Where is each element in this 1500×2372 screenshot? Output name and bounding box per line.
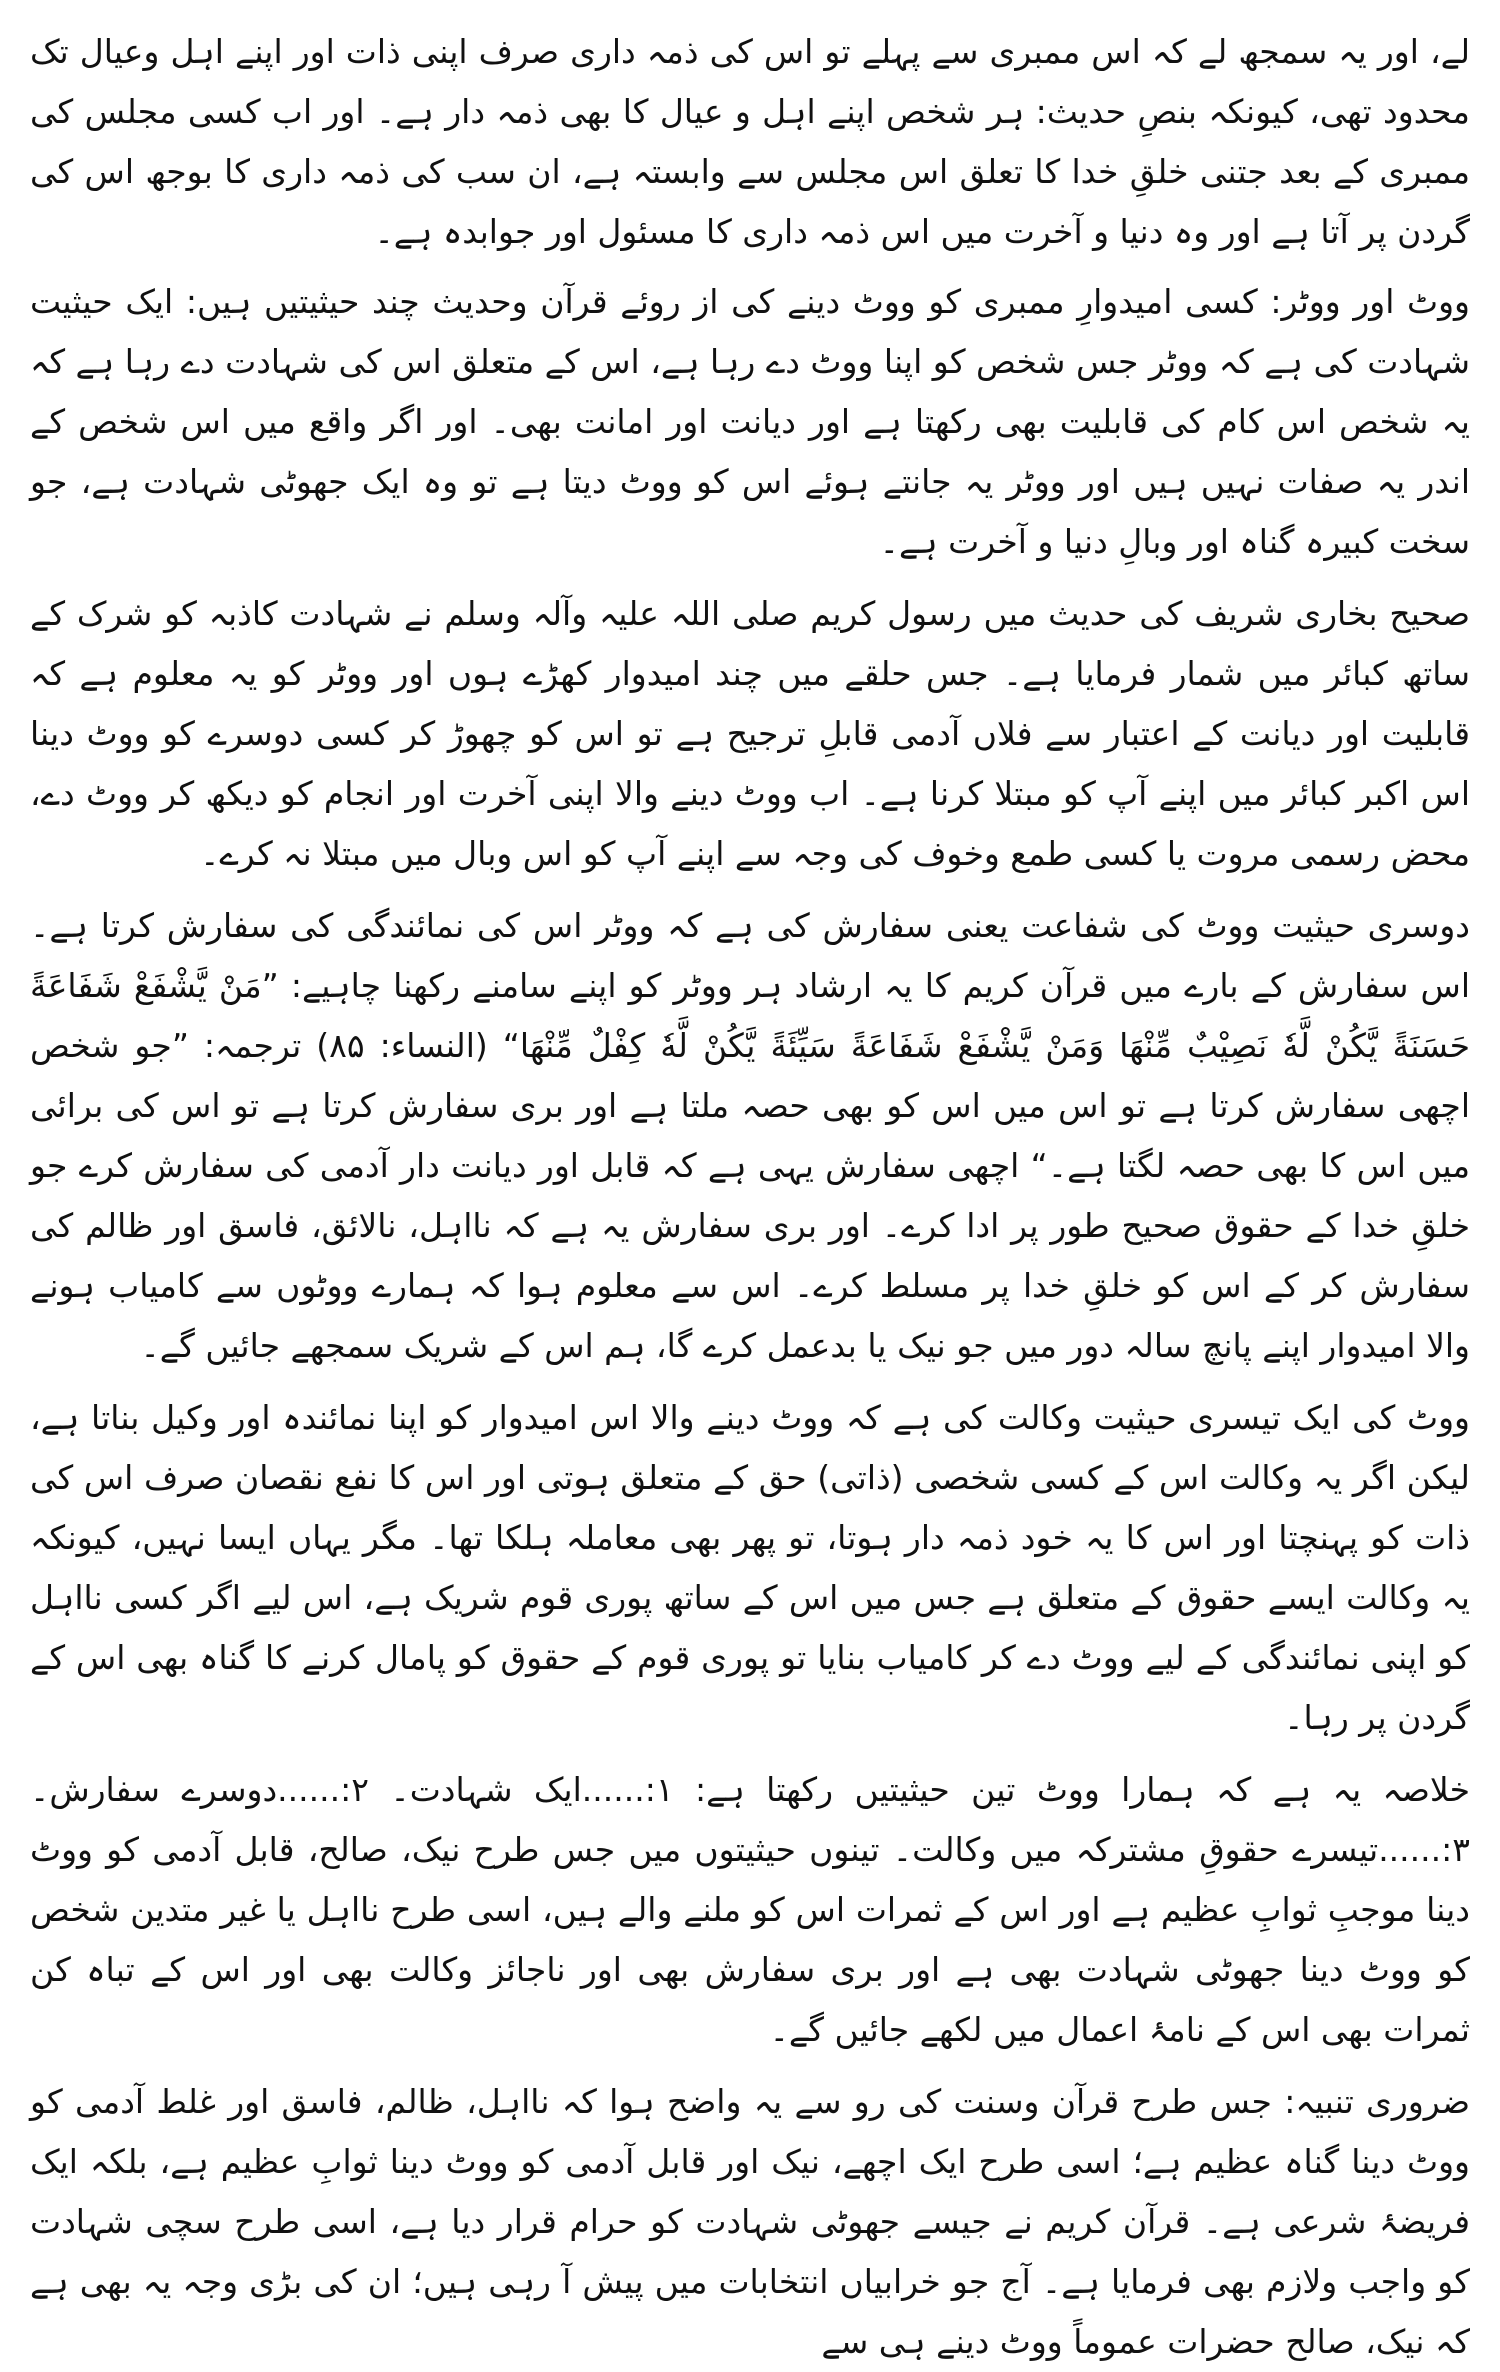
paragraph-3: صحیح بخاری شریف کی حدیث میں رسول کریم صلی اللہ علیہ وآلہ وسلم نے شہادت کاذبہ کو شرک کے ساتھ کبائر میں شمار فرمایا ہے۔ جس حلقے میں چند امیدوار کھڑے ہوں اور ووٹر کو یہ معلوم ہے کہ قابلیت اور دیانت کے اعتبار سے فلاں آدمی قابلِ ترجیح ہے تو اس کو چھوڑ کر کسی دوسرے کو ووٹ دینا اس اکبر کبائر میں اپنے آپ کو مبتلا کرنا ہے۔ اب ووٹ دینے والا اپنی آخرت اور انجام کو دیکھ کر ووٹ دے، محض رسمی مروت یا کسی طمع وخوف کی وجہ سے اپنے آپ کو اس وبال میں مبتلا نہ کرے۔ xyxy=(30,594,1470,873)
paragraph-5: ووٹ کی ایک تیسری حیثیت وکالت کی ہے کہ ووٹ دینے والا اس امیدوار کو اپنا نمائندہ اور وکیل بناتا ہے، لیکن اگر یہ وکالت اس کے کسی شخصی (ذاتی) حق کے متعلق ہوتی اور اس کا نفع نقصان صرف اس کی ذات کو پہنچتا اور اس کا یہ خود ذمہ دار ہوتا، تو پھر بھی معاملہ ہلکا تھا۔ مگر یہاں ایسا نہیں، کیونکہ یہ وکالت ایسے حقوق کے متعلق ہے جس میں اس کے ساتھ پوری قوم شریک ہے، اس لیے اگر کسی نااہل کو اپنی نمائندگی کے لیے ووٹ دے کر کامیاب بنایا تو پوری قوم کے حقوق کو پامال کرنے کا گناہ بھی اس کے گردن پر رہا۔ xyxy=(30,1398,1470,1737)
page-body xyxy=(30,22,1470,2361)
paragraph-4: دوسری حیثیت ووٹ کی شفاعت یعنی سفارش کی ہے کہ ووٹر اس کی نمائندگی کی سفارش کرتا ہے۔ اس سفارش کے بارے میں قرآن کریم کا یہ ارشاد ہر ووٹر کو اپنے سامنے رکھنا چاہیے: ”مَنْ يَّشْفَعْ شَفَاعَةً حَسَنَةً يَّكُنْ لَّهٗ نَصِيْبٌ مِّنْهَا وَمَنْ يَّشْفَعْ شَفَاعَةً سَيِّئَةً يَّكُنْ لَّهٗ كِفْلٌ مِّنْهَا“ (النساء: ۸۵) ترجمہ: ”جو شخص اچھی سفارش کرتا ہے تو اس میں اس کو بھی حصہ ملتا ہے اور بری سفارش کرتا ہے تو اس کی برائی میں اس کا بھی حصہ لگتا ہے۔“ اچھی سفارش یہی ہے کہ قابل اور دیانت دار آدمی کی سفارش کرے جو خلقِ خدا کے حقوق صحیح طور پر ادا کرے۔ اور بری سفارش یہ ہے کہ نااہل، نالائق، فاسق اور ظالم کی سفارش کر کے اس کو خلقِ خدا پر مسلط کرے۔ اس سے معلوم ہوا کہ ہمارے ووٹوں سے کامیاب ہونے والا امیدوار اپنے پانچ سالہ دور میں جو نیک یا بدعمل کرے گا، ہم اس کے شریک سمجھے جائیں گے۔ xyxy=(30,906,1470,1365)
paragraph-6: خلاصہ یہ ہے کہ ہمارا ووٹ تین حیثیتیں رکھتا ہے: ۱:......ایک شہادت۔ ۲:......دوسرے سفارش۔ ۳:......تیسرے حقوقِ مشترکہ میں وکالت۔ تینوں حیثیتوں میں جس طرح نیک، صالح، قابل آدمی کو ووٹ دینا موجبِ ثوابِ عظیم ہے اور اس کے ثمرات اس کو ملنے والے ہیں، اسی طرح نااہل یا غیر متدین شخص کو ووٹ دینا جھوٹی شہادت بھی ہے اور بری سفارش بھی اور ناجائز وکالت بھی اور اس کے تباہ کن ثمرات بھی اس کے نامۂ اعمال میں لکھے جائیں گے۔ xyxy=(30,1770,1470,2049)
paragraph-1: لے، اور یہ سمجھ لے کہ اس ممبری سے پہلے تو اس کی ذمہ داری صرف اپنی ذات اور اپنے اہل وعیال تک محدود تھی، کیونکہ بنصِ حدیث: ہر شخص اپنے اہل و عیال کا بھی ذمہ دار ہے۔ اور اب کسی مجلس کی ممبری کے بعد جتنی خلقِ خدا کا تعلق اس مجلس سے وابستہ ہے، ان سب کی ذمہ داری کا بوجھ اس کی گردن پر آتا ہے اور وہ دنیا و آخرت میں اس ذمہ داری کا مسئول اور جوابدہ ہے۔ xyxy=(30,32,1470,251)
paragraph-7: ضروری تنبیہ: جس طرح قرآن وسنت کی رو سے یہ واضح ہوا کہ نااہل، ظالم، فاسق اور غلط آدمی کو ووٹ دینا گناہ عظیم ہے؛ اسی طرح ایک اچھے، نیک اور قابل آدمی کو ووٹ دینا ثوابِ عظیم ہے، بلکہ ایک فریضۂ شرعی ہے۔ قرآن کریم نے جیسے جھوٹی شہادت کو حرام قرار دیا ہے، اسی طرح سچی شہادت کو واجب ولازم بھی فرمایا ہے۔ آج جو خرابیاں انتخابات میں پیش آ رہی ہیں؛ ان کی بڑی وجہ یہ بھی ہے کہ نیک، صالح حضرات عموماً ووٹ دینے ہی سے xyxy=(30,2082,1470,2361)
paragraph-2: ووٹ اور ووٹر: کسی امیدوارِ ممبری کو ووٹ دینے کی از روئے قرآن وحدیث چند حیثیتیں ہیں: ایک حیثیت شہادت کی ہے کہ ووٹر جس شخص کو اپنا ووٹ دے رہا ہے، اس کے متعلق اس کی شہادت دے رہا ہے کہ یہ شخص اس کام کی قابلیت بھی رکھتا ہے اور دیانت اور امانت بھی۔ اور اگر واقع میں اس شخص کے اندر یہ صفات نہیں ہیں اور ووٹر یہ جانتے ہوئے اس کو ووٹ دیتا ہے تو وہ ایک جھوٹی شہادت ہے، جو سخت کبیرہ گناہ اور وبالِ دنیا و آخرت ہے۔ xyxy=(30,282,1470,561)
